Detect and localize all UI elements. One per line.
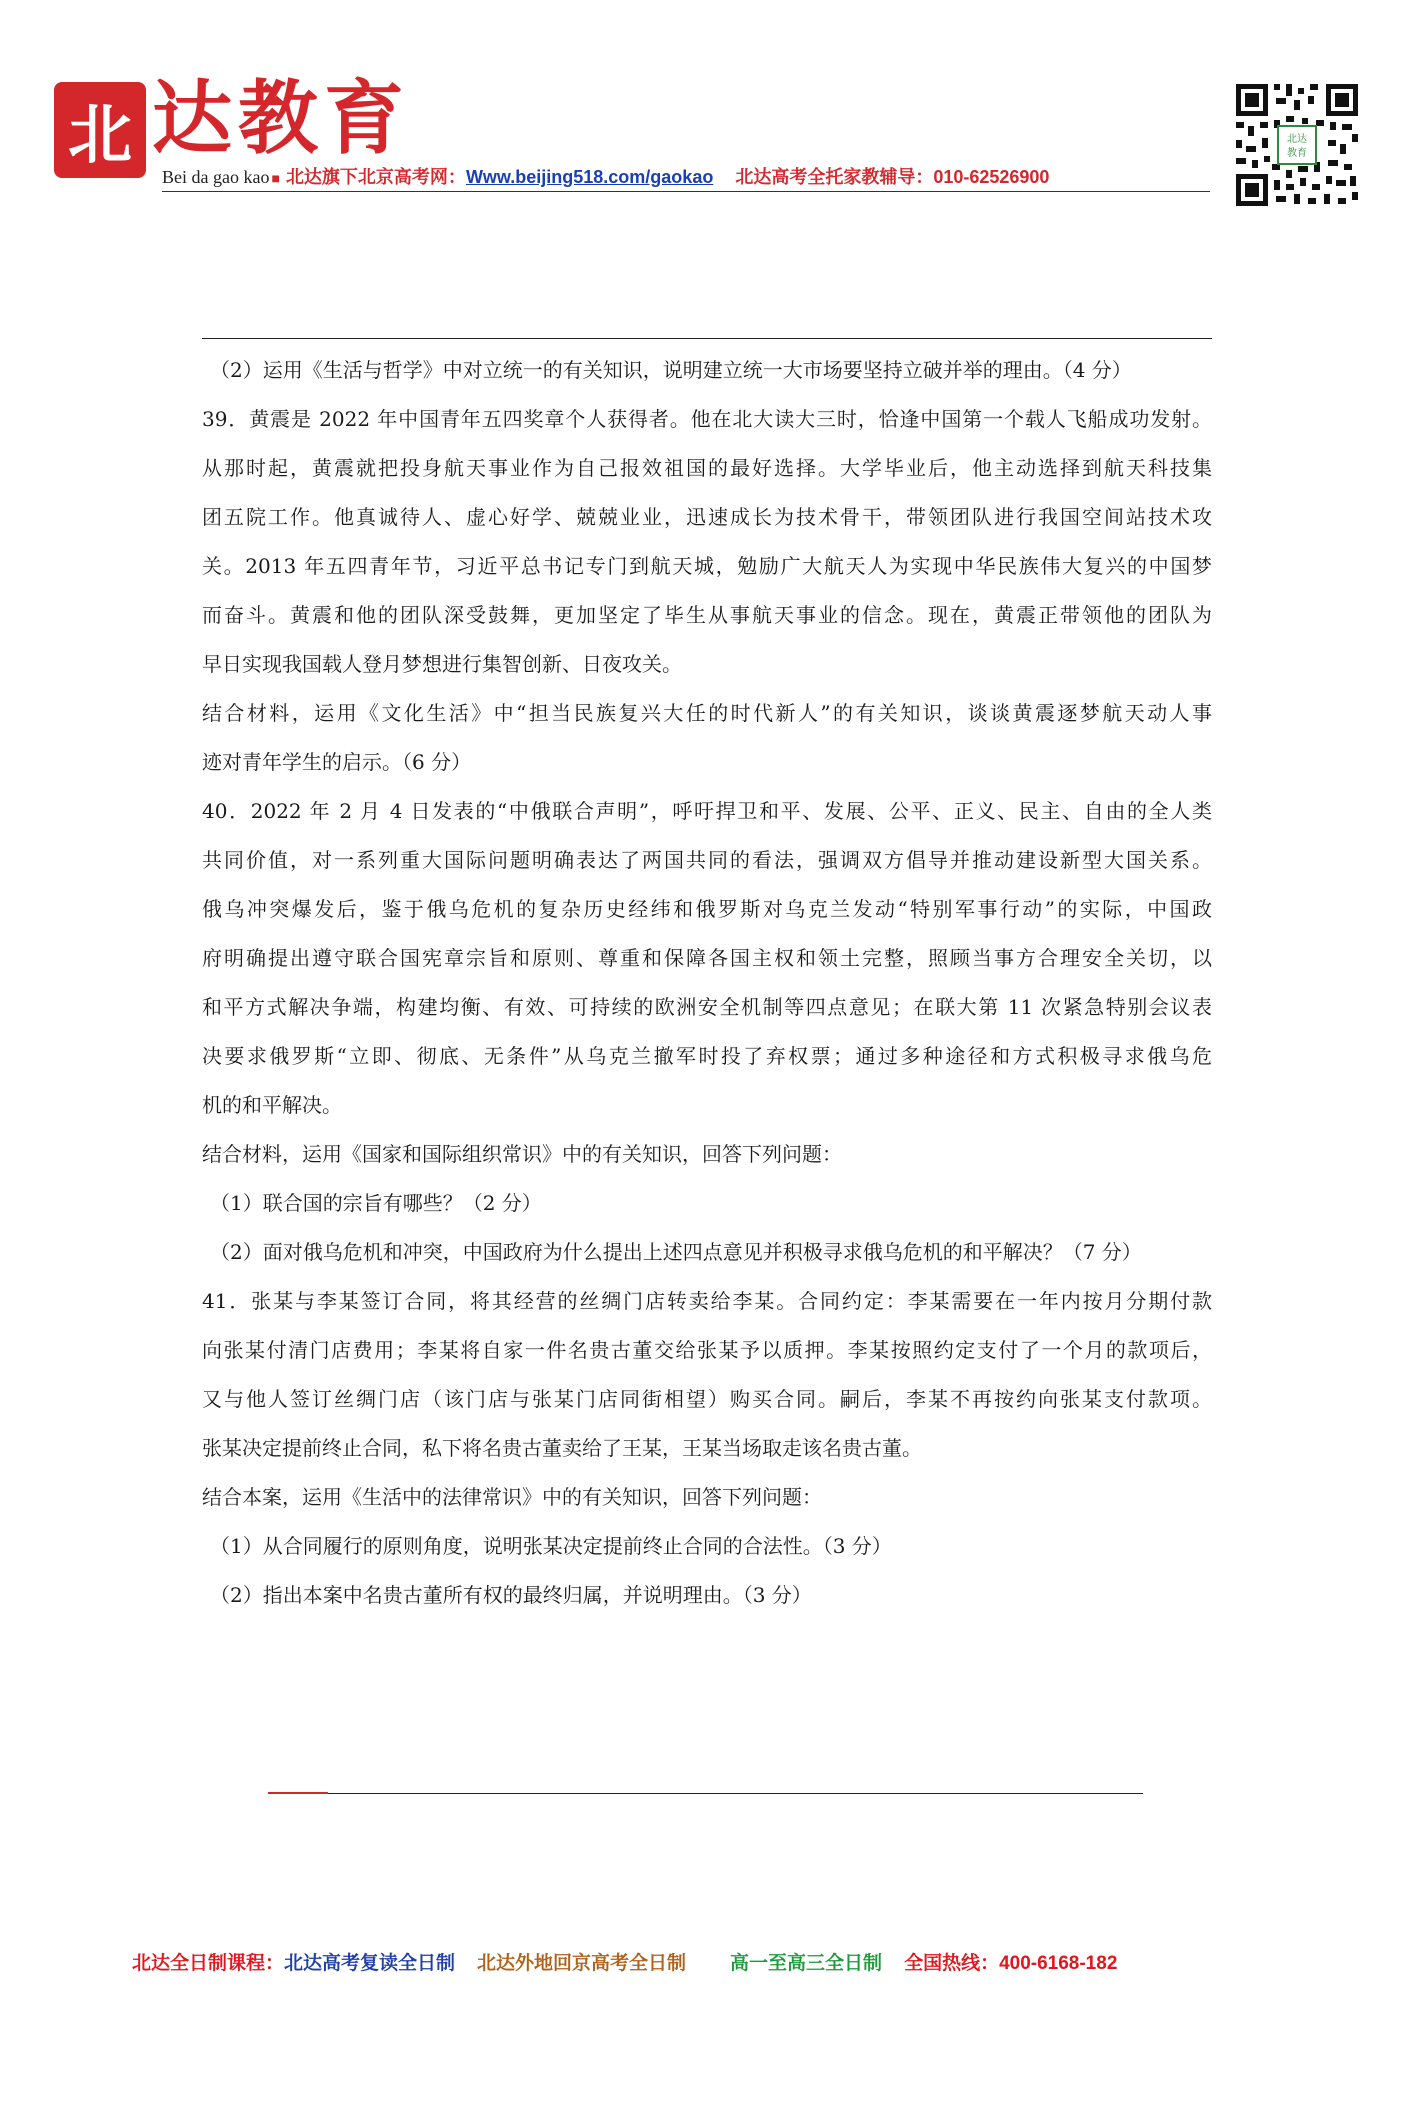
- text-line: 向张某付清门店费用；李某将自家一件名贵古董交给张某予以质押。李某按照约定支付了一个月的款项后，: [202, 1338, 1212, 1362]
- question-41-line: 41．张某与李某签订合同，将其经营的丝绸门店转卖给李某。合同约定：李某需要在一年内按月分期付款: [202, 1289, 1212, 1313]
- text-line: 张某决定提前终止合同，私下将名贵古董卖给了王某，王某当场取走该名贵古董。: [202, 1436, 922, 1460]
- text-line: 共同价值，对一系列重大国际问题明确表达了两国共同的看法，强调双方倡导并推动建设新型大国关系。: [202, 848, 1212, 872]
- text-line: （1）联合国的宗旨有哪些？（2 分）: [210, 1191, 542, 1215]
- text-line: 府明确提出遵守联合国宪章宗旨和原则、尊重和保障各国主权和领土完整，照顾当事方合理安全关切，以: [202, 946, 1212, 970]
- tutor-hotline: 北达高考全托家教辅导：010-62526900: [735, 167, 1050, 187]
- question-content: [202, 346, 1212, 1620]
- logo-mark: [54, 82, 146, 178]
- text-line: （2）运用《生活与哲学》中对立统一的有关知识，说明建立统一大市场要坚持立破并举的理由。（4 分）: [210, 358, 1132, 382]
- text-line: 机的和平解决。: [202, 1093, 342, 1117]
- courses-label: 北达全日制课程：: [132, 1953, 285, 1974]
- footer-bar: [132, 1948, 1117, 1975]
- text-line: （2）面对俄乌危机和冲突，中国政府为什么提出上述四点意见并积极寻求俄乌危机的和平解决？（7 分）: [210, 1240, 1142, 1264]
- footer-divider: [268, 1793, 1143, 1794]
- logo-text: 达教育: [152, 71, 410, 165]
- text-line: 又与他人签订丝绸门店（该门店与张某门店同街相望）购买合同。嗣后，李某不再按约向张某支付款项。: [202, 1387, 1212, 1411]
- header-info-line: [162, 166, 1049, 189]
- course-item-1: 北达高考复读全日制: [284, 1953, 456, 1974]
- question-39-line: 39．黄震是 2022 年中国青年五四奖章个人获得者。他在北大读大三时，恰逢中国第一个载人飞船成功发射。: [202, 407, 1212, 431]
- course-item-2: 北达外地回京高考全日制: [477, 1953, 687, 1974]
- text-line: 团五院工作。他真诚待人、虚心好学、兢兢业业，迅速成长为技术骨干，带领团队进行我国空间站技术攻: [202, 505, 1212, 529]
- brand-pinyin: Bei da gao kao: [162, 167, 270, 187]
- logo-char: 北: [68, 98, 132, 173]
- footer-divider-accent: [268, 1792, 328, 1794]
- text-line: 结合材料，运用《国家和国际组织常识》中的有关知识，回答下列问题：: [202, 1142, 842, 1166]
- text-line: （1）从合同履行的原则角度，说明张某决定提前终止合同的合法性。（3 分）: [210, 1534, 892, 1558]
- square-bullet-icon: ■: [271, 170, 280, 186]
- text-line: 关。2013 年五四青年节，习近平总书记专门到航天城，勉励广大航天人为实现中华民族伟大复兴的中国梦: [202, 554, 1212, 578]
- text-line: 和平方式解决争端，构建均衡、有效、可持续的欧洲安全机制等四点意见；在联大第 11 次紧急特别会议表: [202, 995, 1212, 1019]
- text-line: 结合材料，运用《文化生活》中“担当民族复兴大任的时代新人”的有关知识，谈谈黄震逐梦航天动人事: [202, 701, 1212, 725]
- question-40-line: 40．2022 年 2 月 4 日发表的“中俄联合声明”，呼吁捍卫和平、发展、公平、正义、民主、自由的全人类: [202, 799, 1212, 823]
- header-divider: [162, 191, 1210, 192]
- svg-text:北达: 北达: [1287, 134, 1307, 145]
- qr-code-icon[interactable]: [1232, 80, 1362, 210]
- site-label: 北达旗下北京高考网：: [285, 167, 466, 187]
- text-line: 而奋斗。黄震和他的团队深受鼓舞，更加坚定了毕生从事航天事业的信念。现在，黄震正带领他的团队为: [202, 603, 1212, 627]
- site-link[interactable]: Www.beijing518.com/gaokao: [465, 167, 714, 187]
- text-line: （2）指出本案中名贵古董所有权的最终归属，并说明理由。（3 分）: [210, 1583, 812, 1607]
- national-hotline: 全国热线：400-6168-182: [904, 1953, 1118, 1974]
- text-line: 迹对青年学生的启示。（6 分）: [202, 750, 472, 774]
- content-top-divider: [202, 338, 1212, 339]
- text-line: 从那时起，黄震就把投身航天事业作为自己报效祖国的最好选择。大学毕业后，他主动选择到航天科技集: [202, 456, 1212, 480]
- text-line: 俄乌冲突爆发后，鉴于俄乌危机的复杂历史经纬和俄罗斯对乌克兰发动“特别军事行动”的实际，中国政: [202, 897, 1212, 921]
- text-line: 决要求俄罗斯“立即、彻底、无条件”从乌克兰撤军时投了弃权票；通过多种途径和方式积极寻求俄乌危: [202, 1044, 1212, 1068]
- course-item-3: 高一至高三全日制: [730, 1953, 883, 1974]
- text-line: 早日实现我国载人登月梦想进行集智创新、日夜攻关。: [202, 652, 682, 676]
- text-line: 结合本案，运用《生活中的法律常识》中的有关知识，回答下列问题：: [202, 1485, 822, 1509]
- svg-text:教育: 教育: [1287, 148, 1307, 159]
